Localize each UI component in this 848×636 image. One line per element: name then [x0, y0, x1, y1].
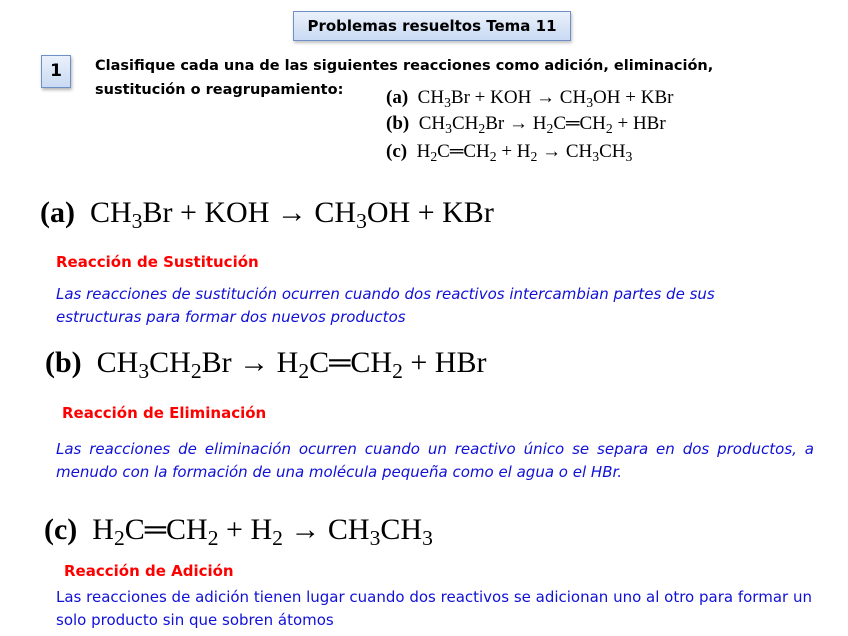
explanation-c: Las reacciones de adición tienen lugar cuando dos reactivos se adicionan uno al otro para formar un solo producto sin que sobren átomos	[56, 588, 812, 629]
eq-label: (a)	[386, 87, 409, 108]
eq-label: (a)	[40, 196, 75, 229]
reaction-type-a: Reacción de Sustitución	[56, 253, 259, 271]
reaction-type-c: Reacción de Adición	[64, 562, 234, 580]
equation-a-small: (a) $CH_3Br$ + KOH → $CH_3OH$ + KBr	[386, 87, 674, 110]
page-title: Problemas resueltos Tema 11	[293, 11, 571, 41]
problem-number-badge: 1	[41, 55, 71, 88]
equation-b-small: (b) $CH_3CH_2Br$ → $H_2C═CH_2$ + HBr	[386, 113, 666, 136]
eq-label: (b)	[45, 346, 82, 379]
reaction-type-b: Reacción de Eliminación	[62, 404, 267, 422]
eq-label: (b)	[386, 113, 410, 134]
question-line-1: Clasifique cada una de las siguientes reacciones como adición, eliminación,	[95, 58, 714, 74]
equation-a-large: (a) $CH_3Br$ + KOH → $CH_3OH$ + KBr	[40, 196, 494, 234]
question-line-2: sustitución o reagrupamiento:	[95, 82, 344, 98]
explanation-b: Las reacciones de eliminación ocurren cuando un reactivo único se separa en dos productos, a menudo con la formación de una molécula pequeña como el agua o el HBr.	[56, 440, 814, 481]
explanation-a: Las reacciones de sustitución ocurren cuando dos reactivos intercambian partes de sus estructuras para formar dos nuevos productos	[56, 285, 715, 326]
equation-b-large: (b) $CH_3CH_2Br$ → $H_2C═CH_2$ + HBr	[45, 346, 487, 384]
equation-c-large: (c) $H_2C═CH_2 + H_2 \to CH_3CH_3$	[44, 513, 433, 551]
eq-label: (c)	[386, 141, 408, 162]
eq-label: (c)	[44, 513, 78, 546]
equation-c-small: (c) $H_2C═CH_2 + H_2 \to CH_3CH_3$	[386, 141, 633, 164]
